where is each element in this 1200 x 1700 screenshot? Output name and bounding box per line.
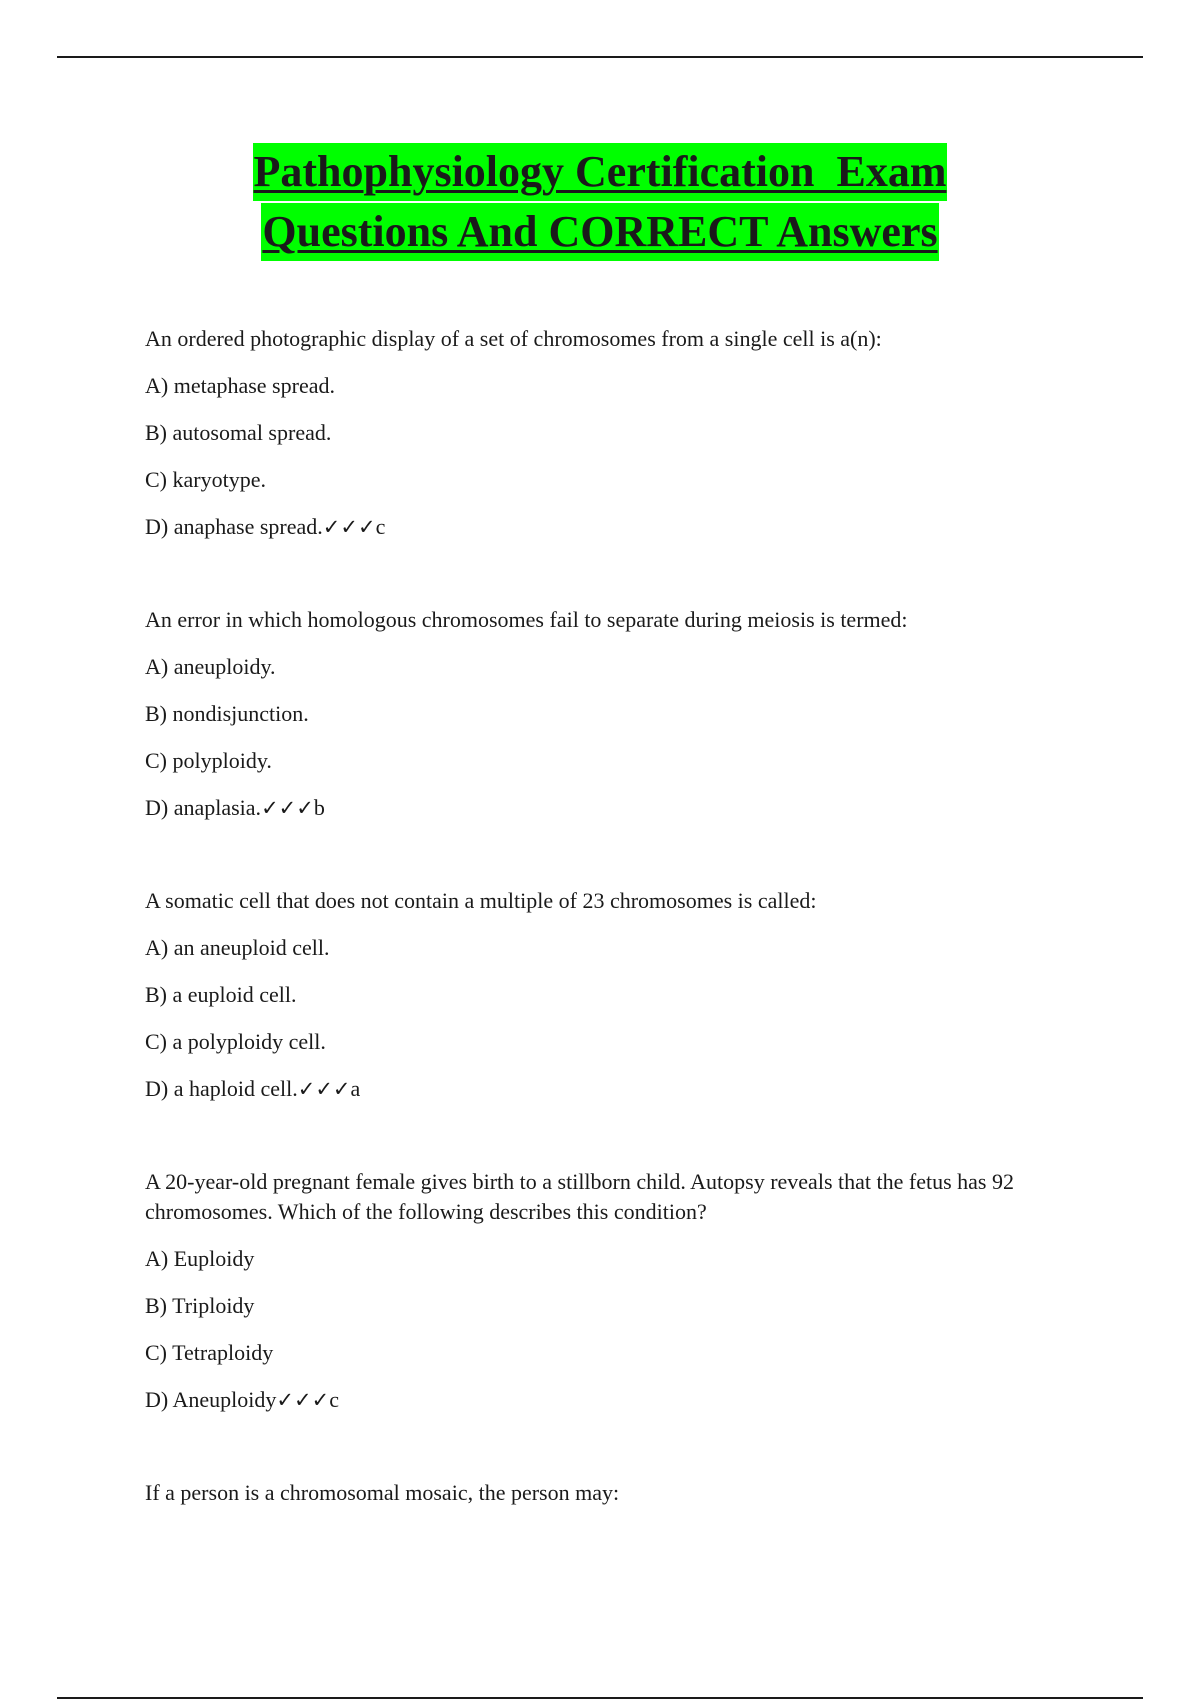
question-block xyxy=(145,1167,1045,1415)
question-block xyxy=(145,605,1045,823)
question-text: A somatic cell that does not contain a multiple of 23 chromosomes is called: xyxy=(145,888,817,913)
question-block xyxy=(145,324,1045,542)
option-d xyxy=(145,1074,1045,1104)
option-d-text: D) anaplasia. xyxy=(145,795,262,820)
option-d xyxy=(145,512,1045,542)
bottom-rule xyxy=(57,1697,1143,1699)
option-a: A) metaphase spread. xyxy=(145,373,335,398)
option-b: B) nondisjunction. xyxy=(145,701,309,726)
option-b: B) a euploid cell. xyxy=(145,982,297,1007)
check-marks: ✓✓✓ xyxy=(297,1077,351,1101)
option-d xyxy=(145,1385,1045,1415)
option-c: C) Tetraploidy xyxy=(145,1340,274,1365)
answer-key: b xyxy=(313,795,325,820)
question-block xyxy=(145,1478,1045,1508)
question-list xyxy=(145,324,1045,1525)
option-d-text: D) a haploid cell. xyxy=(145,1076,298,1101)
option-d-text: D) Aneuploidy xyxy=(145,1387,277,1412)
question-text: If a person is a chromosomal mosaic, the person may: xyxy=(145,1480,620,1505)
option-c: C) karyotype. xyxy=(145,467,266,492)
title-line-2: Questions And CORRECT Answers xyxy=(261,203,938,261)
question-text: A 20-year-old pregnant female gives birth to a stillborn child. Autopsy reveals that the fetus has 92 chromosomes. Which of the following describes this condition? xyxy=(145,1169,1014,1224)
answer-key: c xyxy=(375,514,386,539)
option-c: C) polyploidy. xyxy=(145,748,272,773)
option-b: B) Triploidy xyxy=(145,1293,255,1318)
question-text: An error in which homologous chromosomes fail to separate during meiosis is termed: xyxy=(145,607,908,632)
question-block xyxy=(145,886,1045,1104)
document-title xyxy=(0,143,1200,261)
option-d-text: D) anaphase spread. xyxy=(145,514,323,539)
answer-key: a xyxy=(350,1076,361,1101)
option-a: A) Euploidy xyxy=(145,1246,255,1271)
option-a: A) aneuploidy. xyxy=(145,654,276,679)
option-a: A) an aneuploid cell. xyxy=(145,935,330,960)
option-d xyxy=(145,793,1045,823)
title-line-1: Pathophysiology Certification Exam xyxy=(253,143,948,201)
option-b: B) autosomal spread. xyxy=(145,420,332,445)
top-rule xyxy=(57,56,1143,58)
answer-key: c xyxy=(329,1387,339,1412)
check-marks: ✓✓✓ xyxy=(322,515,376,539)
check-marks: ✓✓✓ xyxy=(261,796,314,820)
question-text: An ordered photographic display of a set of chromosomes from a single cell is a(n): xyxy=(145,326,882,351)
check-marks: ✓✓✓ xyxy=(276,1388,330,1412)
option-c: C) a polyploidy cell. xyxy=(145,1029,326,1054)
